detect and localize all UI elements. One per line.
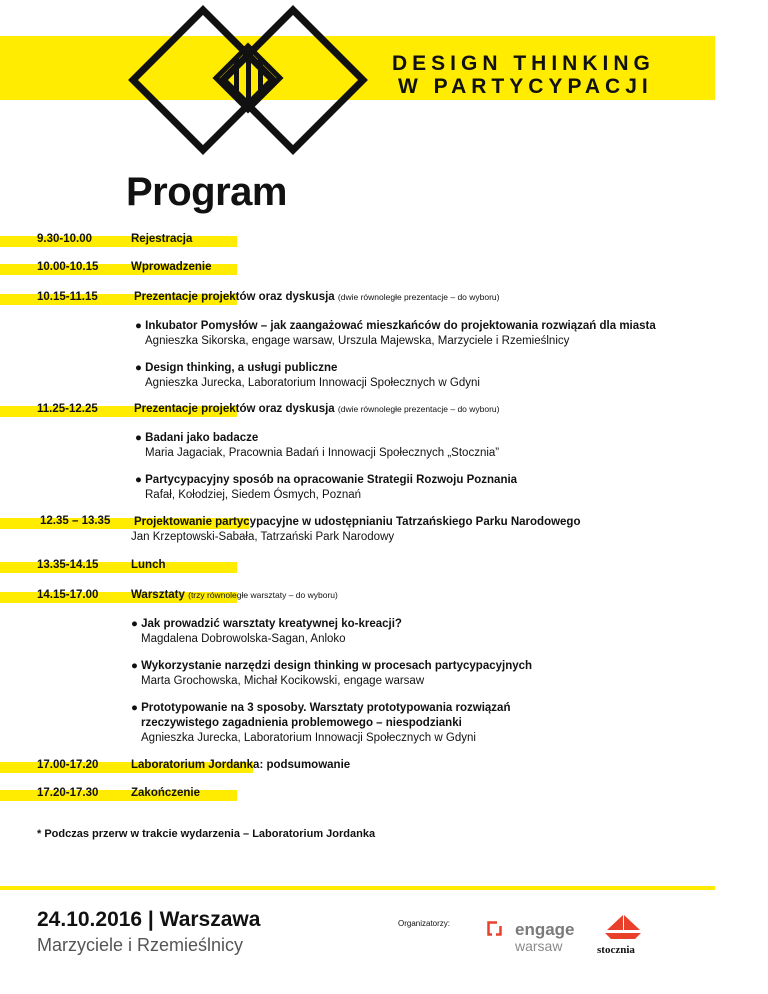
row-note: (dwie równoległe prezentacje – do wyboru) <box>337 292 500 302</box>
item-title: ● Partycypacyjny sposób na opracowanie Strategii Rozwoju Poznania <box>135 474 518 486</box>
list-item <box>131 701 510 746</box>
row-title: Projektowanie partycypacyjne w udostępnianiu Tatrzańskiego Parku Narodowego <box>134 516 581 528</box>
item-title: ● Inkubator Pomysłów – jak zaangażować mieszkańców do projektowania rozwiązań dla miasta <box>135 320 656 332</box>
engage-bracket-icon <box>487 921 502 936</box>
event-date-place: 24.10.2016 | Warszawa <box>37 908 261 931</box>
row-note: (dwie równoległe prezentacje – do wyboru) <box>337 404 500 414</box>
warsaw-word: warsaw <box>515 938 563 954</box>
row-time: 9.30-10.00 <box>37 233 92 245</box>
stocznia-logo <box>595 914 655 962</box>
list-item <box>135 473 517 503</box>
event-title-line-1: DESIGN THINKING <box>392 52 655 75</box>
row-title: Rejestracja <box>131 233 193 245</box>
row-title: Lunch <box>131 559 166 571</box>
row-title: Laboratorium Jordanka: podsumowanie <box>131 759 351 771</box>
item-speakers: Agnieszka Sikorska, engage warsaw, Urszula Majewska, Marzyciele i Rzemieślnicy <box>145 335 570 347</box>
item-speakers: Agnieszka Jurecka, Laboratorium Innowacji Społecznych w Gdyni <box>141 732 476 744</box>
row-title-text: Warsztaty <box>131 589 185 601</box>
footer-divider <box>0 886 715 890</box>
row-time: 10.15-11.15 <box>37 291 98 303</box>
item-speakers: Agnieszka Jurecka, Laboratorium Innowacji Społecznych w Gdyni <box>145 377 480 389</box>
item-speakers: Rafał, Kołodziej, Siedem Ósmych, Poznań <box>145 489 362 501</box>
engage-warsaw-logo <box>487 919 582 959</box>
organizers-label: Organizatorzy: <box>398 919 451 928</box>
item-title-continued: rzeczywistego zagadnienia problemowego – niespodzianki <box>141 717 462 729</box>
row-speakers: Jan Krzeptowski-Sabała, Tatrzański Park Narodowy <box>131 531 395 543</box>
list-item <box>135 431 499 461</box>
row-time: 10.00-10.15 <box>37 261 99 273</box>
row-title-text: Prezentacje projektów oraz dyskusja <box>134 291 335 303</box>
page-title: Program <box>126 170 287 214</box>
list-item <box>135 319 656 349</box>
list-item <box>131 659 532 689</box>
row-title: Wprowadzenie <box>131 261 212 273</box>
item-title: ● Wykorzystanie narzędzi design thinking w procesach partycypacyjnych <box>131 660 533 672</box>
row-note: (trzy równoległe warsztaty – do wyboru) <box>188 590 338 600</box>
footnote: * Podczas przerw w trakcie wydarzenia – Laboratorium Jordanka <box>37 828 376 840</box>
row-time: 14.15-17.00 <box>37 589 99 601</box>
list-item <box>131 515 580 545</box>
item-title: ● Design thinking, a usługi publiczne <box>135 362 338 374</box>
stocznia-word: stocznia <box>597 944 635 956</box>
organizer-name: Marzyciele i Rzemieślnicy <box>37 935 244 955</box>
row-title-text: Prezentacje projektów oraz dyskusja <box>134 403 335 415</box>
item-speakers: Maria Jagaciak, Pracownia Badań i Innowacji Społecznych „Stocznia” <box>145 447 500 459</box>
item-speakers: Magdalena Dobrowolska-Sagan, Anloko <box>141 633 346 645</box>
row-time: 11.25-12.25 <box>37 403 98 415</box>
time-bar <box>0 790 237 801</box>
row-title <box>131 589 338 601</box>
item-title: ● Badani jako badacze <box>135 432 259 444</box>
row-title <box>134 291 500 303</box>
event-title <box>392 52 692 98</box>
item-speakers: Marta Grochowska, Michał Kocikowski, engage warsaw <box>141 675 425 687</box>
stocznia-sail-icon <box>603 914 643 942</box>
list-item <box>131 617 402 647</box>
engage-word: engage <box>515 920 575 939</box>
row-title: Zakończenie <box>131 787 201 799</box>
row-title <box>134 403 500 415</box>
item-title: ● Jak prowadzić warsztaty kreatywnej ko-kreacji? <box>131 618 402 630</box>
row-time: 17.00-17.20 <box>37 759 99 771</box>
row-time: 13.35-14.15 <box>37 559 99 571</box>
list-item <box>135 361 480 391</box>
time-bar <box>0 236 237 247</box>
row-time: 12.35 – 13.35 <box>40 515 111 527</box>
time-bar <box>0 562 237 573</box>
row-time: 17.20-17.30 <box>37 787 99 799</box>
item-title: ● Prototypowanie na 3 sposoby. Warsztaty prototypowania rozwiązań <box>131 702 511 714</box>
event-title-line-2: W PARTYCYPACJI <box>398 75 653 98</box>
diamond-logo-icon <box>58 0 398 170</box>
